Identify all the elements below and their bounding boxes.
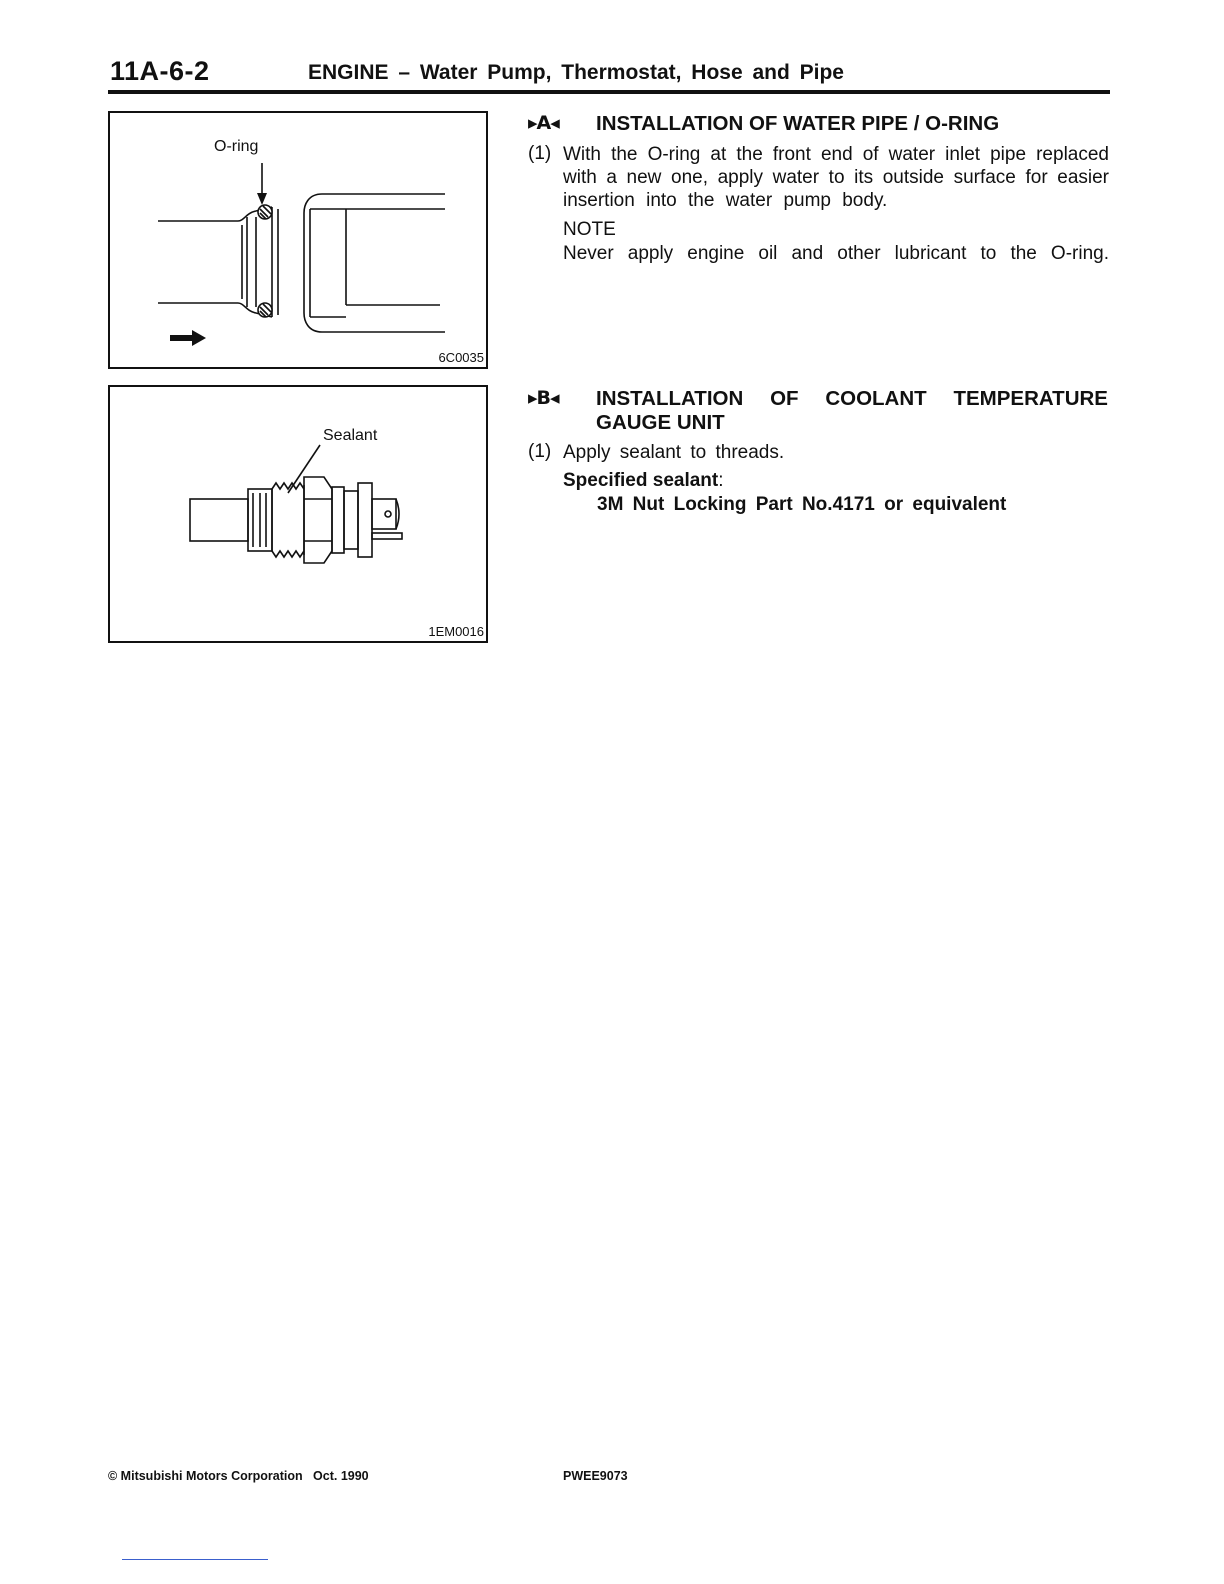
section-b-heading <box>528 387 1110 437</box>
section-marker-a: ▸A◂ <box>528 112 559 134</box>
page-title: ENGINE – Water Pump, Thermostat, Hose and Pipe <box>308 61 844 84</box>
spec-colon: : <box>718 470 724 491</box>
section-marker-b: ▸B◂ <box>528 387 559 409</box>
section-a-title: INSTALLATION OF WATER PIPE / O-RING <box>596 112 1000 135</box>
step-line: with a new one, apply water to its outside surface for easier <box>563 167 1109 188</box>
footer-doc-code: PWEE9073 <box>563 1469 628 1483</box>
spec-heading <box>563 470 724 492</box>
gauge-unit-diagram <box>110 387 486 641</box>
bottom-link-underline <box>122 1559 268 1560</box>
oring-label: O-ring <box>214 138 259 155</box>
figure-oring <box>108 111 488 369</box>
step-number: (1) <box>528 143 552 164</box>
figure-gauge-unit <box>108 385 488 643</box>
step-line: With the O-ring at the front end of water inlet pipe replaced <box>563 144 1109 165</box>
spec-label: Specified sealant <box>563 470 719 491</box>
spec-value: 3M Nut Locking Part No.4171 or equivalent <box>597 494 1007 515</box>
figure-code: 1EM0016 <box>428 624 484 639</box>
step-line: insertion into the water pump body. <box>563 190 888 211</box>
section-b-title-line2: GAUGE UNIT <box>596 411 725 434</box>
note-label: NOTE <box>563 219 616 240</box>
section-b-step-text: Apply sealant to threads. <box>563 442 785 463</box>
page-number: 11A-6-2 <box>110 56 210 86</box>
section-b-title-line1: INSTALLATION OF COOLANT TEMPERATURE <box>596 387 1108 410</box>
note-text: Never apply engine oil and other lubricant to the O-ring. <box>563 243 1109 264</box>
step-number: (1) <box>528 441 552 462</box>
sealant-label: Sealant <box>323 427 378 444</box>
figure-code: 6C0035 <box>438 350 484 365</box>
section-a-step-text <box>563 143 1109 212</box>
direction-arrow-icon <box>170 330 206 346</box>
oring-diagram <box>110 113 486 367</box>
header-rule <box>108 90 1110 94</box>
footer-copyright: © Mitsubishi Motors Corporation Oct. 1990 <box>108 1469 369 1483</box>
section-a-heading <box>528 112 1110 138</box>
